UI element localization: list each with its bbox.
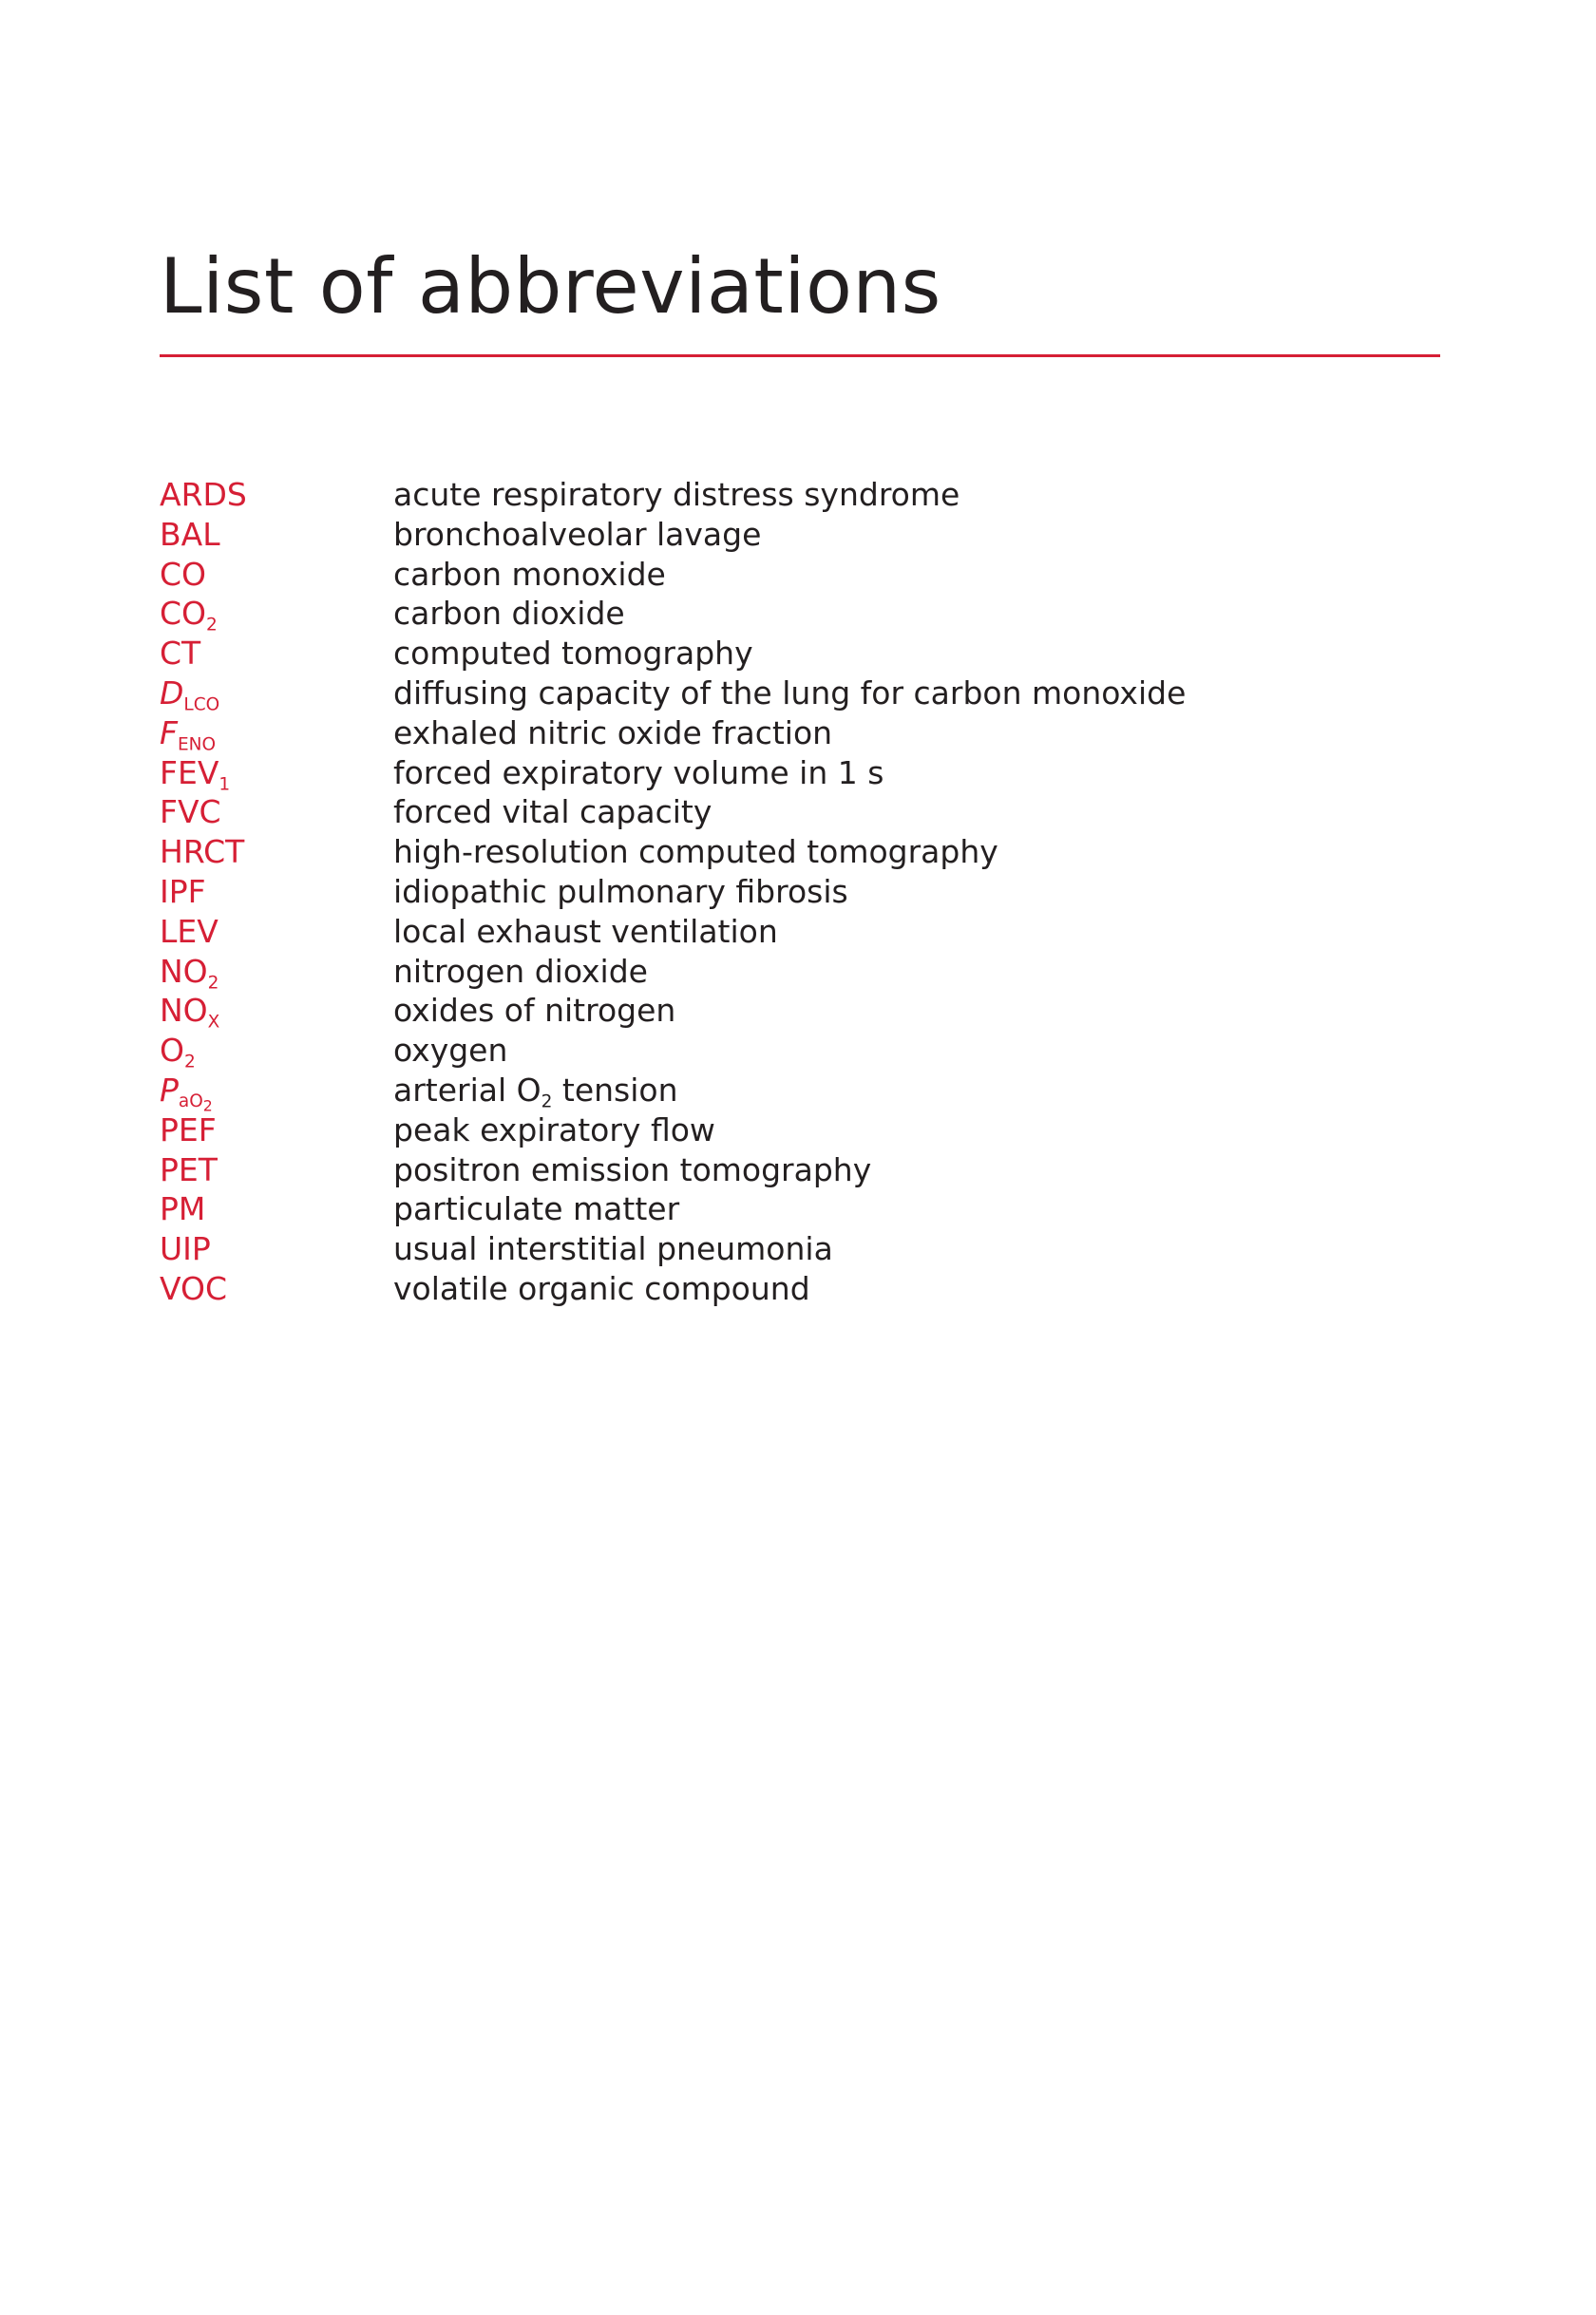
term-main: O [160, 1032, 184, 1070]
abbreviation-definition: usual interstitial pneumonia [393, 1230, 833, 1268]
abbreviation-term: BAL [160, 515, 220, 553]
abbreviation-row [160, 475, 1440, 515]
abbreviation-row [160, 912, 1440, 952]
abbreviation-term: PEF [160, 1110, 217, 1148]
abbreviation-definition: acute respiratory distress syndrome [393, 476, 960, 513]
term-subscript-subscript: 2 [202, 1097, 213, 1116]
abbreviation-definition: high-resolution computed tomography [393, 833, 998, 871]
abbreviation-term [160, 952, 218, 992]
abbreviation-definition: positron emission tomography [393, 1150, 872, 1188]
abbreviation-term [160, 1071, 213, 1116]
abbreviation-term: CO [160, 555, 207, 593]
term-subscript [178, 1091, 213, 1116]
abbreviation-term [160, 753, 230, 793]
abbreviation-row [160, 1031, 1440, 1071]
abbreviation-row [160, 1150, 1440, 1190]
abbreviation-row [160, 594, 1440, 634]
term-main: P [160, 1071, 179, 1109]
abbreviation-term [160, 594, 218, 634]
abbreviation-row [160, 674, 1440, 713]
abbreviation-term [160, 991, 219, 1031]
abbreviation-term: FVC [160, 793, 221, 831]
term-subscript-text: aO [178, 1091, 203, 1112]
abbreviation-definition: peak expiratory flow [393, 1110, 715, 1148]
abbreviation-row [160, 792, 1440, 832]
abbreviation-term [160, 674, 219, 713]
abbreviation-row [160, 753, 1440, 793]
abbreviation-row [160, 1071, 1440, 1116]
abbreviation-row [160, 872, 1440, 912]
abbreviation-definition: idiopathic pulmonary fibrosis [393, 872, 848, 910]
abbreviation-definition: exhaled nitric oxide fraction [393, 713, 833, 751]
abbreviation-term: PET [160, 1150, 218, 1188]
abbreviation-term [160, 1031, 196, 1071]
definition-text: arterial O [393, 1071, 542, 1109]
abbreviation-row [160, 952, 1440, 992]
abbreviation-definition: local exhaust ventilation [393, 912, 778, 950]
abbreviation-definition [393, 1071, 678, 1110]
abbreviation-term: HRCT [160, 833, 245, 871]
abbreviation-term: VOC [160, 1269, 228, 1307]
term-main: CO [160, 595, 207, 633]
abbreviation-definition: forced expiratory volume in 1 s [393, 753, 884, 791]
abbreviation-definition: oxides of nitrogen [393, 992, 676, 1030]
term-main: D [160, 674, 184, 712]
abbreviation-definition: diffusing capacity of the lung for carbon monoxide [393, 674, 1187, 712]
abbreviation-row [160, 1229, 1440, 1269]
abbreviation-row [160, 713, 1440, 753]
abbreviation-definition: carbon monoxide [393, 555, 666, 593]
definition-subscript: 2 [541, 1091, 553, 1112]
abbreviation-definition: computed tomography [393, 635, 753, 673]
abbreviation-term [160, 713, 216, 753]
abbreviation-definition: oxygen [393, 1032, 508, 1070]
abbreviation-row [160, 832, 1440, 872]
abbreviation-row [160, 1269, 1440, 1309]
abbreviation-definition: volatile organic compound [393, 1269, 810, 1307]
abbreviation-row [160, 515, 1440, 555]
abbreviation-row [160, 1110, 1440, 1150]
abbreviation-term: IPF [160, 872, 206, 910]
abbreviation-term: LEV [160, 912, 218, 950]
abbreviation-list [160, 475, 1440, 1309]
abbreviation-term: ARDS [160, 476, 247, 513]
term-subscript: ENO [177, 734, 217, 755]
term-subscript: 1 [218, 774, 231, 795]
definition-text: tension [552, 1071, 678, 1109]
term-main: F [160, 713, 178, 751]
abbreviation-definition: carbon dioxide [393, 595, 625, 633]
abbreviation-term: UIP [160, 1230, 211, 1268]
abbreviation-term: PM [160, 1190, 206, 1228]
abbreviation-row [160, 991, 1440, 1031]
term-subscript: 2 [183, 1052, 196, 1072]
abbreviation-definition: particulate matter [393, 1190, 680, 1228]
term-main: NO [160, 992, 208, 1030]
term-subscript: LCO [183, 694, 220, 715]
term-subscript: X [207, 1012, 220, 1033]
term-main: FEV [160, 753, 219, 791]
abbreviation-row [160, 1189, 1440, 1229]
page-title: List of abbreviations [160, 242, 941, 331]
term-subscript: 2 [207, 973, 219, 994]
title-divider [160, 354, 1440, 357]
abbreviation-definition: nitrogen dioxide [393, 952, 648, 990]
abbreviation-row [160, 634, 1440, 674]
term-main: NO [160, 952, 208, 990]
term-subscript: 2 [206, 615, 218, 636]
abbreviation-term: CT [160, 635, 201, 673]
abbreviation-definition: forced vital capacity [393, 793, 712, 831]
abbreviation-definition: bronchoalveolar lavage [393, 515, 762, 553]
abbreviation-row [160, 555, 1440, 595]
